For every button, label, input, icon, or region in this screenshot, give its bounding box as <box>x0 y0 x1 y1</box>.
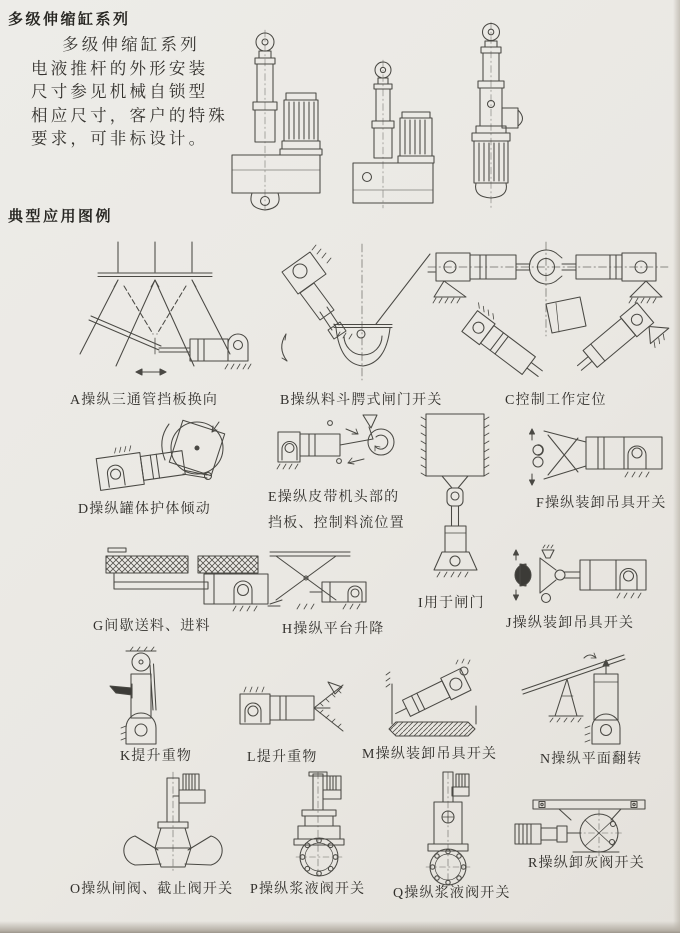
figure-r-caption: R操纵卸灰阀开关 <box>528 856 645 871</box>
figure-f <box>528 428 668 488</box>
figure-c <box>428 240 668 387</box>
intro-paragraph <box>31 33 227 151</box>
figure-m <box>388 662 483 742</box>
figure-cylinder-1 <box>222 30 327 210</box>
figure-l-drawing <box>240 682 345 742</box>
figure-p <box>282 772 357 876</box>
figure-cylinder-3 <box>450 22 540 208</box>
section-title: 典型应用图例 <box>8 208 114 225</box>
figure-c-drawing <box>428 240 668 387</box>
intro-line: 相应尺寸，客户的特殊 <box>31 105 228 125</box>
figure-n-caption: N操纵平面翻转 <box>540 752 643 767</box>
figure-m-drawing <box>388 662 483 742</box>
intro-line: 电液推杆的外形安装 <box>31 58 209 78</box>
figure-i-caption: I用于闸门 <box>418 596 485 611</box>
figure-d-drawing <box>95 412 235 496</box>
figure-g <box>92 548 272 612</box>
figure-f-caption: F操纵装卸吊具开关 <box>536 496 667 511</box>
figure-q <box>412 772 487 886</box>
figure-a-drawing <box>60 242 255 384</box>
figure-o <box>125 772 225 872</box>
figure-r-drawing <box>515 800 655 858</box>
figure-k-drawing <box>110 648 175 748</box>
figure-e-caption-line2: 挡板、控制料流位置 <box>268 516 405 531</box>
figure-l-caption: L提升重物 <box>247 750 318 765</box>
figure-m-caption: M操纵装卸吊具开关 <box>362 747 498 762</box>
figure-o-drawing <box>125 772 225 872</box>
figure-o-caption: O操纵闸阀、截止阀开关 <box>70 882 234 897</box>
figure-h-drawing <box>268 548 380 616</box>
figure-k-caption: K提升重物 <box>120 749 193 764</box>
figure-d <box>95 412 235 496</box>
figure-b-drawing <box>270 242 435 382</box>
figure-p-drawing <box>282 772 357 876</box>
figure-f-drawing <box>528 428 668 488</box>
cylinder-drawing-1 <box>222 30 327 210</box>
figure-h <box>268 548 380 616</box>
figure-cylinder-2 <box>345 60 440 208</box>
figure-n-drawing <box>522 652 647 746</box>
intro-line: 尺寸参见机械自锁型 <box>31 82 209 101</box>
figure-q-caption: Q操纵浆液阀开关 <box>393 886 511 901</box>
figure-r <box>515 800 655 858</box>
figure-j <box>512 548 667 610</box>
figure-k <box>110 648 175 748</box>
figure-j-caption: J操纵装卸吊具开关 <box>506 616 635 631</box>
figure-a-caption: A操纵三通管挡板换向 <box>70 393 219 408</box>
figure-g-drawing <box>92 548 272 612</box>
figure-b-caption: B操纵料斗腭式闸门开关 <box>280 393 443 408</box>
cylinder-drawing-3 <box>450 22 540 208</box>
figure-j-drawing <box>512 548 667 610</box>
figure-q-drawing <box>412 772 487 886</box>
scan-edge-right <box>673 0 680 933</box>
scan-edge-bottom <box>0 921 680 933</box>
intro-line: 多级伸缩缸系列 <box>62 35 200 54</box>
figure-h-caption: H操纵平台升降 <box>282 622 385 637</box>
figure-d-caption: D操纵罐体护体倾动 <box>78 502 211 517</box>
figure-e <box>278 415 398 481</box>
figure-b <box>270 242 435 382</box>
figure-e-drawing <box>278 415 398 481</box>
figure-i-drawing <box>420 412 490 584</box>
figure-i <box>420 412 490 584</box>
page-title: 多级伸缩缸系列 <box>8 11 131 28</box>
figure-n <box>522 652 647 746</box>
figure-e-caption-line1: E操纵皮带机头部的 <box>268 490 400 505</box>
figure-l <box>240 682 345 742</box>
intro-line: 要求，可非标设计。 <box>31 129 209 148</box>
figure-c-caption: C控制工作定位 <box>505 393 607 408</box>
figure-p-caption: P操纵浆液阀开关 <box>250 882 366 897</box>
cylinder-drawing-2 <box>345 60 440 208</box>
figure-g-caption: G间歇送料、进料 <box>93 619 211 634</box>
figure-a <box>60 242 255 384</box>
